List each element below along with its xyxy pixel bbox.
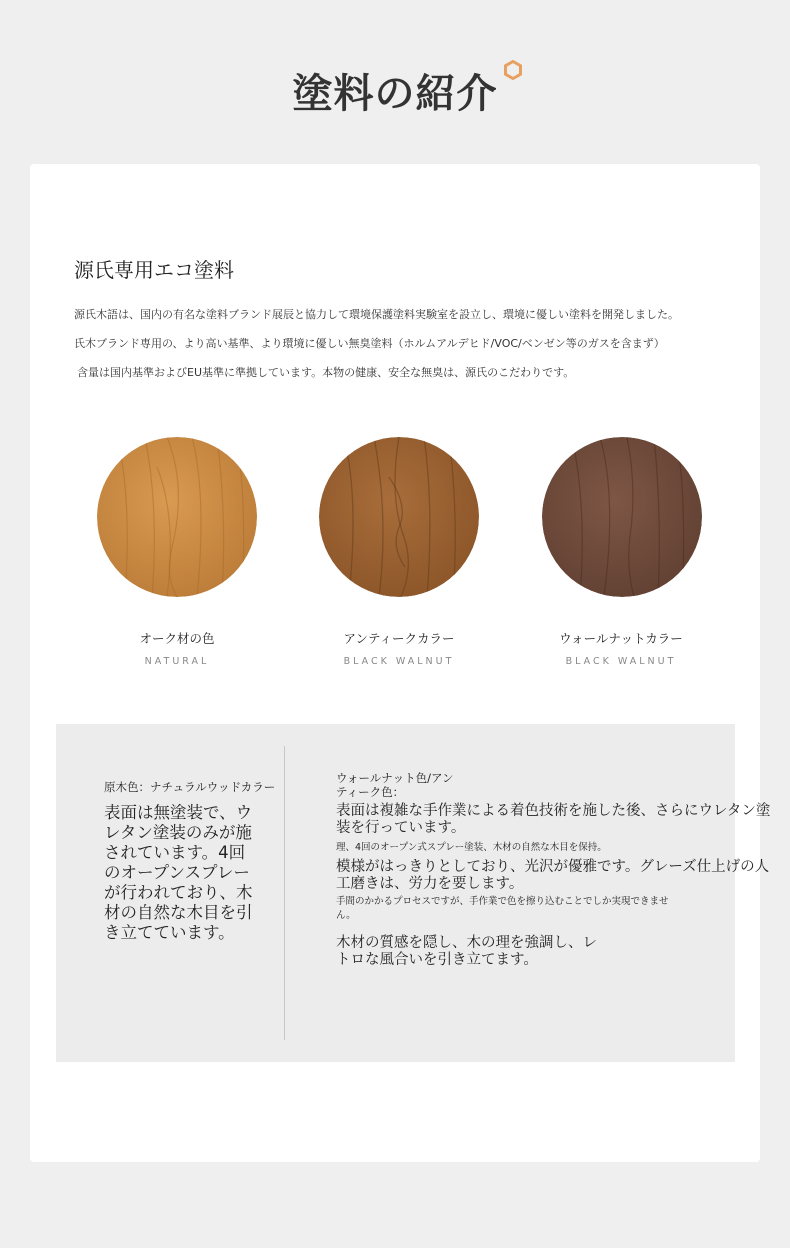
natural-finish-description: 表面は無塗装で、ウレタン塗装のみが施されています。4回のオープンスプレーが行われており、木材の自然な木目を引き立てています。 xyxy=(104,803,253,942)
walnut-finish-text: 理、4回のオープン式スプレー塗装、木材の自然な木目を保持。 xyxy=(336,842,607,853)
oak-swatch xyxy=(97,437,257,597)
intro-line: 源氏木語は、国内の有名な塗料ブランド展辰と協力して環境保護塗料実験室を設立し、環境に優しい塗料を開発しました。 xyxy=(74,308,679,321)
swatch-subtitle: BLACK WALNUT xyxy=(343,656,455,667)
walnut-finish-text: 手間のかかるプロセスですが、手作業で色を擦り込むことでしか実現できません。 xyxy=(336,896,669,921)
intro-text xyxy=(74,300,744,387)
natural-finish-label: 原木色：ナチュラルウッドカラー xyxy=(104,780,276,794)
natural-finish-column xyxy=(104,779,289,943)
section-title: 源氏専用エコ塗料 xyxy=(74,258,234,282)
paint-intro-card xyxy=(30,164,771,1162)
finish-details-panel xyxy=(56,724,771,1062)
swatch-subtitle: BLACK WALNUT xyxy=(565,656,677,667)
walnut-finish-column xyxy=(336,771,776,969)
swatch-name: ウォールナットカラー xyxy=(559,631,683,646)
hexagon-icon xyxy=(503,60,523,80)
walnut-finish-text: 木材の質感を隠し、木の理を強調し、レトロな風合いを引き立てます。 xyxy=(336,935,597,968)
page-title: 塗料の紹介 xyxy=(292,71,498,117)
swatch-subtitle: NATURAL xyxy=(144,656,210,667)
intro-line: 含量は国内基準およびEU基準に準拠しています。本物の健康、安全な無臭は、源氏のこだわりです。 xyxy=(77,366,575,379)
swatch-name: アンティークカラー xyxy=(343,631,455,646)
walnut-swatch xyxy=(542,437,702,597)
walnut-finish-text: 表面は複雑な手作業による着色技術を施した後、さらにウレタン塗装を行っています。 xyxy=(336,803,771,836)
swatch-name: オーク材の色 xyxy=(139,631,215,646)
walnut-finish-text: 模様がはっきりとしており、光沢が優雅です。グレーズ仕上げの人工磨きは、労力を要します。 xyxy=(336,859,770,892)
antique-swatch xyxy=(319,437,479,597)
intro-line: 氏木ブランド専用の、より高い基準、より環境に優しい無臭塗料（ホルムアルデヒド/VOC/ベンゼン等のガスを含まず） xyxy=(74,337,665,350)
walnut-finish-label: ウォールナット色/アンティーク色： xyxy=(336,771,454,799)
